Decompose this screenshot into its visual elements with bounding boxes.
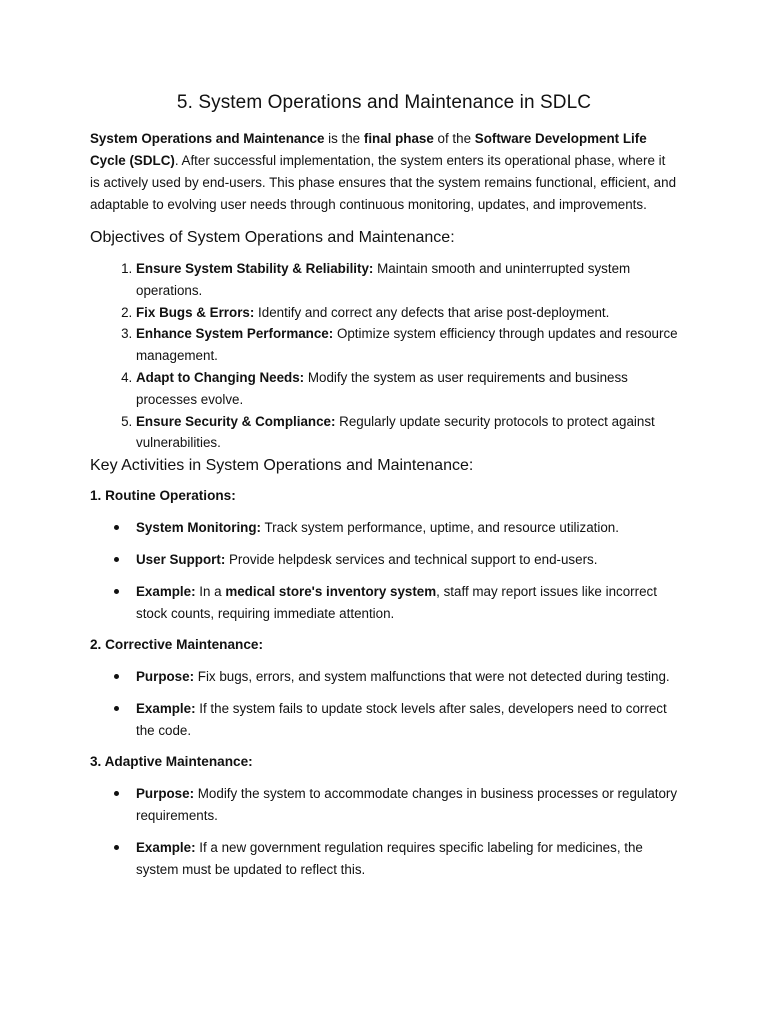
intro-text-2: of the — [433, 131, 475, 146]
objectives-list — [90, 258, 678, 454]
objective-text: Identify and correct any defects that arise post-deployment. — [254, 304, 610, 320]
objective-text: Regularly update security protocols to protect against vulnerabilities. — [136, 413, 655, 451]
bullet-text: Modify the system to accommodate changes in business processes or regulatory requirements. — [136, 786, 678, 824]
bullet-text: Track system performance, uptime, and resource utilization. — [260, 520, 619, 536]
objective-item — [136, 302, 678, 324]
bullet-icon — [114, 674, 119, 679]
bullet-icon — [114, 557, 119, 562]
list-item — [136, 549, 678, 571]
activities-heading: Key Activities in System Operations and Maintenance: — [90, 457, 474, 475]
bullet-icon — [114, 791, 119, 796]
bullet-icon — [114, 525, 119, 530]
adaptive-maintenance-heading-text: 3. Adaptive Maintenance: — [90, 754, 253, 770]
objective-label: Enhance System Performance: — [136, 326, 334, 342]
routine-operations-list — [90, 517, 678, 625]
objective-text: Optimize system efficiency through updates and resource management. — [136, 326, 678, 364]
objective-item — [136, 258, 678, 302]
bullet-icon — [114, 589, 119, 594]
adaptive-maintenance-list — [90, 783, 678, 881]
intro-text-1: is the — [324, 131, 364, 146]
objective-item — [136, 367, 678, 411]
list-item — [136, 666, 678, 688]
page-title: 5. System Operations and Maintenance in SDLC — [176, 92, 592, 113]
objective-text: Modify the system as user requirements and business processes evolve. — [136, 369, 628, 407]
bullet-label: Example: — [136, 701, 196, 717]
bullet-text: Provide helpdesk services and technical support to end-users. — [225, 552, 598, 568]
routine-operations-heading — [90, 486, 678, 506]
objectives-heading: Objectives of System Operations and Maintenance: — [90, 229, 455, 246]
bullet-emphasis: medical store's inventory system — [225, 584, 437, 600]
intro-paragraph — [90, 128, 678, 216]
list-item — [136, 517, 678, 539]
objective-label: Fix Bugs & Errors: — [136, 304, 255, 320]
bullet-icon — [114, 706, 119, 711]
bullet-label: System Monitoring: — [136, 520, 261, 536]
bullet-text: In a — [195, 584, 226, 600]
bullet-text: If the system fails to update stock levels after sales, developers need to correct the code. — [136, 701, 667, 739]
bullet-label: Purpose: — [136, 669, 195, 685]
corrective-maintenance-list — [90, 666, 678, 742]
bullet-label: Example: — [136, 584, 196, 600]
bullet-icon — [114, 845, 119, 850]
list-item — [136, 698, 678, 742]
list-item — [136, 783, 678, 827]
bullet-label: User Support: — [136, 552, 226, 568]
intro-term: System Operations and Maintenance — [90, 131, 325, 146]
bullet-text: If a new government regulation requires specific labeling for medicines, the system must be updated to reflect this. — [136, 840, 643, 878]
bullet-text: Fix bugs, errors, and system malfunctions that were not detected during testing. — [194, 669, 670, 685]
intro-final-phase: final phase — [363, 131, 434, 146]
routine-operations-heading-text: 1. Routine Operations: — [90, 488, 236, 504]
objective-text: Maintain smooth and uninterrupted system operations. — [136, 261, 631, 298]
bullet-label: Example: — [136, 840, 196, 856]
corrective-maintenance-heading — [90, 635, 678, 655]
corrective-maintenance-heading-text: 2. Corrective Maintenance: — [90, 637, 264, 653]
intro-sdlc: Software Development Life Cycle (SDLC) — [90, 131, 647, 168]
bullet-text: , staff may report issues like incorrect stock counts, requiring immediate attention. — [136, 584, 657, 622]
list-item — [136, 581, 678, 625]
objective-label: Ensure System Stability & Reliability: — [136, 261, 374, 276]
bullet-label: Purpose: — [136, 786, 195, 802]
objective-item — [136, 323, 678, 367]
list-item — [136, 837, 678, 881]
objective-label: Ensure Security & Compliance: — [136, 413, 336, 429]
objective-item — [136, 411, 678, 455]
intro-text-3: . After successful implementation, the system enters its operational phase, where it is actively used by end-users. This phase ensures that the system remains functional, efficient, and adaptable to evolving user needs through continuous monitoring, updates, and improvements. — [90, 153, 677, 212]
adaptive-maintenance-heading — [90, 752, 678, 772]
objective-label: Adapt to Changing Needs: — [136, 369, 305, 385]
